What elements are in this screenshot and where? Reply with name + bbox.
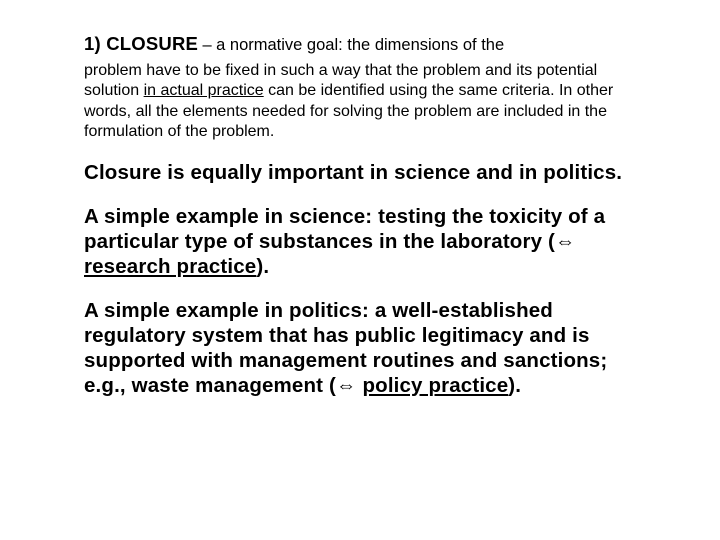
science-text-before: A simple example in science: testing the toxicity of a particular type of substances in the laboratory (: [84, 204, 606, 253]
science-example-paragraph: [84, 204, 624, 279]
politics-example-paragraph: [84, 298, 624, 398]
politics-text-before: A simple example in politics: a well-established regulatory system that has public legitimacy and is supported with management routines and sanctions; e.g., waste management (: [84, 298, 608, 397]
closure-text-after: can be identified using the same criteria. In other words, all the elements needed for solving the problem are included in the formulation of the problem.: [84, 82, 614, 140]
closure-text-before: problem have to be fixed in such a way that the problem and its potential solution: [84, 61, 598, 99]
importance-paragraph: Closure is equally important in science and in politics.: [84, 160, 623, 184]
double-arrow-icon: ⇔: [335, 373, 357, 397]
closure-definition: [84, 34, 624, 143]
closure-heading-line: [84, 34, 624, 57]
politics-text-after: ).: [508, 373, 522, 397]
closure-dash: –: [202, 36, 212, 54]
closure-underlined-phrase: in actual practice: [143, 82, 264, 99]
closure-heading-rest: a normative goal: the dimensions of the: [216, 36, 505, 54]
double-arrow-icon: ⇔: [554, 229, 576, 253]
science-text-after: ).: [256, 254, 270, 278]
closure-heading: 1) CLOSURE: [84, 33, 199, 54]
slide-content: [84, 34, 624, 417]
science-underlined-phrase: research practice: [84, 254, 257, 278]
politics-underlined-phrase: policy practice: [362, 373, 509, 397]
